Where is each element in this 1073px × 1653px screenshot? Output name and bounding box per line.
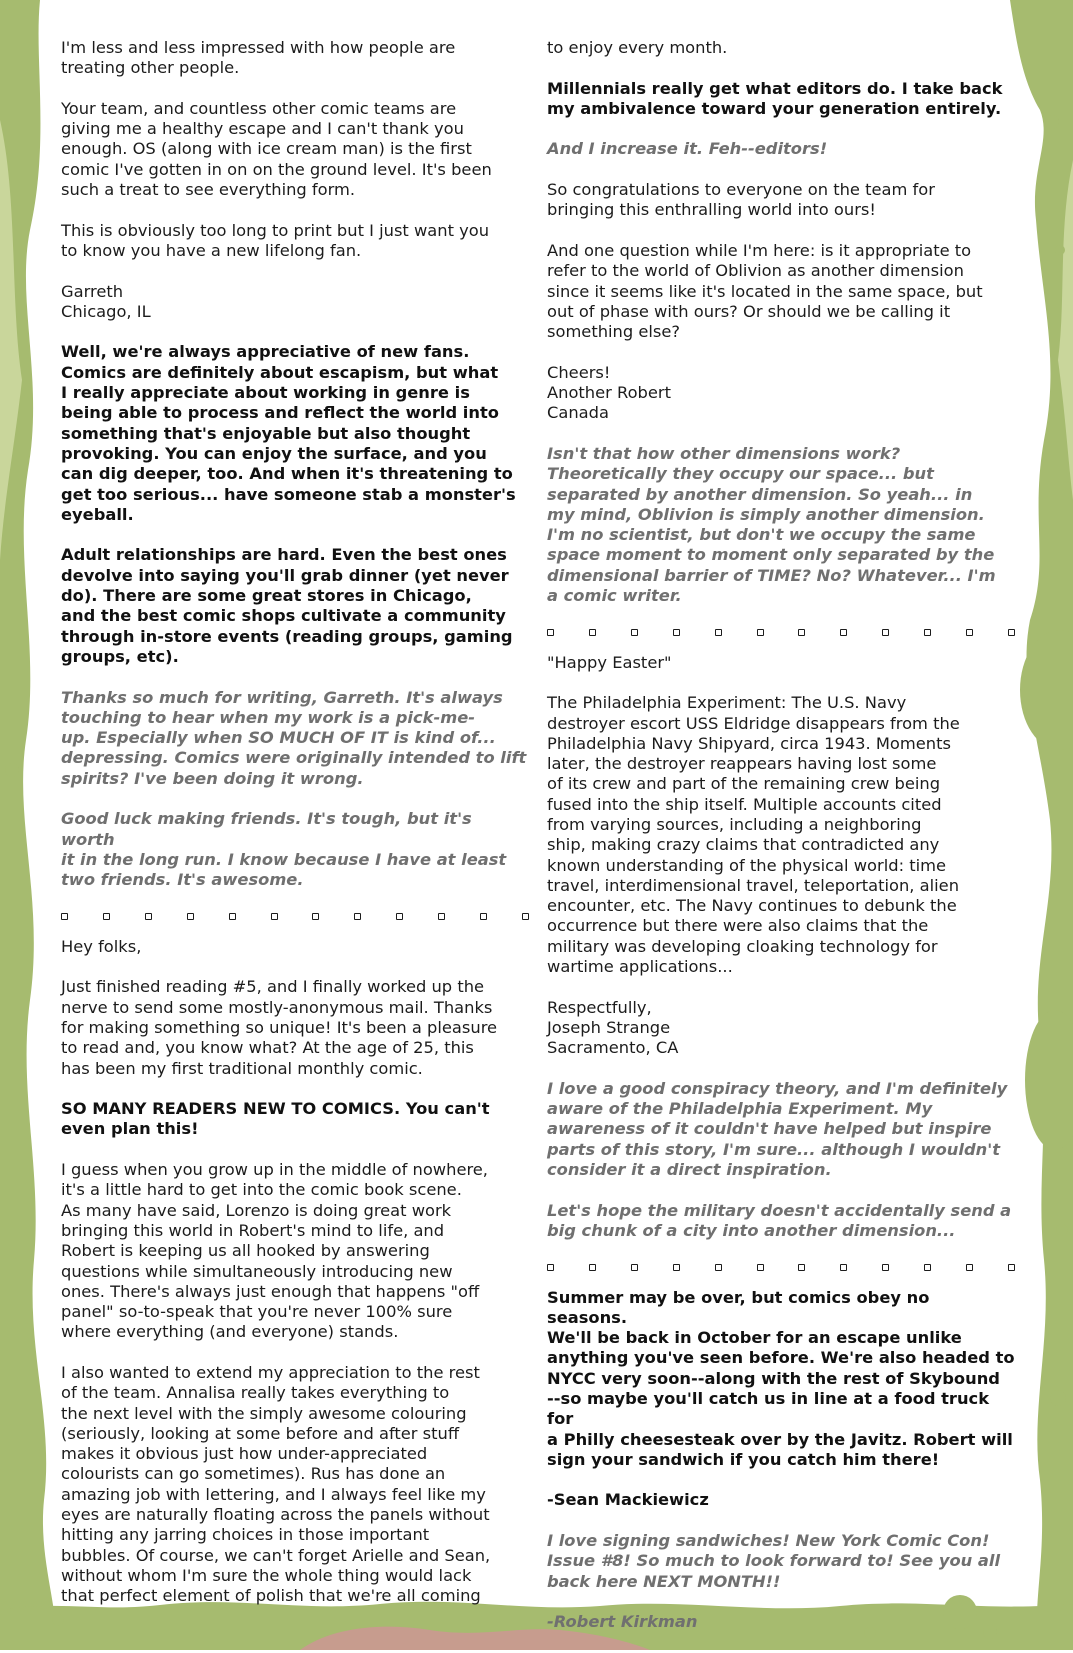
editor-reply: SO MANY READERS NEW TO COMICS. You can't even plan this!	[61, 1099, 490, 1139]
reader-letter: This is obviously too long to print but I just want you to know you have a new lifelong fan.	[61, 220, 490, 260]
writer-reply: Let's hope the military doesn't accidentally send a big chunk of a city into another dimension...	[547, 1200, 1012, 1240]
droplet	[1055, 245, 1065, 255]
divider-dot	[271, 913, 278, 920]
divider-dot	[631, 629, 638, 636]
writer-reply: Isn't that how other dimensions work? Theoretically they occupy our space... but separated by another dimension. So yeah... in my mind, Oblivion is simply another dimension. I'm no scientist, but don't we occupy the same space moment to moment only separated by the dimensional barrier of TIME? No? Whatever... I'm a comic writer.	[547, 443, 996, 606]
divider-dot	[1008, 1264, 1015, 1271]
divider-dot	[715, 1264, 722, 1271]
reader-letter: Cheers! Another Robert Canada	[547, 362, 671, 423]
reader-letter: I'm less and less impressed with how people are treating other people.	[61, 38, 456, 78]
divider-dot	[354, 913, 361, 920]
divider-dot	[187, 913, 194, 920]
divider-dot	[103, 913, 110, 920]
droplet	[1050, 1390, 1066, 1406]
divider-dot	[798, 1264, 805, 1271]
reader-letter: I also wanted to extend my appreciation to the rest of the team. Annalisa really takes everything to the next level with the simply awesome colouring (seriously, looking at some before and after stuff makes it obvious just how under-appreciated colourists can go sometimes). Rus has done an amazing job with lettering, and I always feel like my eyes are naturally floating across the panels without hitting any jarring choices in those important bubbles. Of course, we can't forget Arielle and Sean, without whom I'm sure the whole thing would lack that perfect element of polish that we're all coming	[61, 1363, 491, 1606]
reader-letter: to enjoy every month.	[547, 38, 728, 57]
letters-column-left	[61, 38, 529, 1627]
divider-dot	[715, 629, 722, 636]
divider-dot	[673, 629, 680, 636]
reader-letter: Garreth Chicago, IL	[61, 281, 151, 321]
writer-reply: -Robert Kirkman	[547, 1612, 698, 1632]
section-divider	[61, 911, 529, 923]
divider-dot	[396, 913, 403, 920]
divider-dot	[61, 913, 68, 920]
divider-dot	[547, 629, 554, 636]
writer-reply: And I increase it. Feh--editors!	[547, 139, 828, 159]
divider-dot	[882, 1264, 889, 1271]
divider-dot	[924, 629, 931, 636]
editor-reply: Millennials really get what editors do. I take back my ambivalence toward your generation entirely.	[547, 78, 1003, 118]
divider-dot	[798, 629, 805, 636]
reader-letter: Respectfully, Joseph Strange Sacramento, CA	[547, 997, 679, 1058]
divider-dot	[631, 1264, 638, 1271]
editor-reply: Well, we're always appreciative of new fans. Comics are definitely about escapism, but what I really appreciate about working in genre is being able to process and reflect the world into something that's enjoyable but also thought provoking. You can enjoy the surface, and you can dig deeper, too. And when it's threatening to get too serious... have someone stab a monster's eyeball.	[61, 342, 516, 524]
writer-reply: I love a good conspiracy theory, and I'm definitely aware of the Philadelphia Experiment. My awareness of it couldn't have helped but inspire parts of this story, I'm sure... although I wouldn't consider it a direct inspiration.	[547, 1078, 1008, 1180]
writer-reply: Thanks so much for writing, Garreth. It's always touching to hear when my work is a pick-me- up. Especially when SO MUCH OF IT is kind of... depressing. Comics were originally intended to lift spirits? I've been doing it wrong.	[61, 687, 527, 788]
writer-reply: I love signing sandwiches! New York Comic Con! Issue #8! So much to look forward to! See you all back here NEXT MONTH!!	[547, 1531, 1001, 1591]
reader-letter: So congratulations to everyone on the team for bringing this enthralling world into ours!	[547, 180, 935, 220]
divider-dot	[924, 1264, 931, 1271]
letters-column-right	[547, 38, 1015, 1653]
divider-dot	[966, 629, 973, 636]
reader-letter: Hey folks,	[61, 936, 142, 956]
reader-letter: "Happy Easter"	[547, 652, 672, 672]
divider-dot	[229, 913, 236, 920]
divider-dot	[145, 913, 152, 920]
divider-dot	[840, 629, 847, 636]
reader-letter: Your team, and countless other comic teams are giving me a healthy escape and I can't thank you enough. OS (along with ice cream man) is the first comic I've gotten in on on the ground level. It's been such a treat to see everything form.	[61, 98, 492, 200]
divider-dot	[589, 1264, 596, 1271]
right-blob-lower	[1025, 1010, 1073, 1150]
divider-dot	[480, 913, 487, 920]
reader-letter: I guess when you grow up in the middle of nowhere, it's a little hard to get into the comic book scene. As many have said, Lorenzo is doing great work bringing this world in Robert's mind to life, and Robert is keeping us all hooked by answering questions while simultaneously introducing new ones. There's always just enough that happens "off panel" so-to-speak that you're never 100% sure where everything (and everyone) stands.	[61, 1160, 488, 1342]
droplet	[5, 763, 19, 777]
divider-dot	[589, 629, 596, 636]
section-divider	[547, 627, 1015, 639]
divider-dot	[840, 1264, 847, 1271]
droplet	[1056, 1224, 1068, 1236]
divider-dot	[757, 1264, 764, 1271]
editor-reply: Adult relationships are hard. Even the best ones devolve into saying you'll grab dinner (yet never do). There are some great stores in Chicago, and the best comic shops cultivate a community through in-store events (reading groups, gaming groups, etc).	[61, 545, 513, 666]
section-divider	[547, 1262, 1015, 1274]
droplet	[1045, 115, 1059, 129]
reader-letter: Just finished reading #5, and I finally worked up the nerve to send some mostly-anonymous mail. Thanks for making something so unique! It's been a pleasure to read and, you know what? At the age of 25, this has been my first traditional monthly comic.	[61, 977, 498, 1078]
reader-letter: And one question while I'm here: is it appropriate to refer to the world of Oblivion as another dimension since it seems like it's located in the same space, but out of phase with ours? Or should we be calling it something else?	[547, 240, 983, 342]
divider-dot	[522, 913, 529, 920]
reader-letter: The Philadelphia Experiment: The U.S. Navy destroyer escort USS Eldridge disappears from the Philadelphia Navy Shipyard, circa 1943. Moments later, the destroyer reappears having lost some of its crew and part of the remaining crew being fused into the ship itself. Multiple accounts cited from varying sources, including a neighboring ship, making crazy claims that contradicted any known understanding of the physical world: time travel, interdimensional travel, teleportation, alien encounter, etc. The Navy continues to debunk the occurrence but there were also claims that the military was developing cloaking technology for wartime applications...	[547, 693, 960, 977]
editor-reply: Summer may be over, but comics obey no seasons. We'll be back in October for an escape unlike anything you've seen before. We're also headed to NYCC very soon--along with the rest of Skybound --so maybe you'll catch us in line at a food truck for a Philly cheesesteak over by the Javitz. Robert will sign your sandwich if you catch him there!	[547, 1287, 1015, 1469]
divider-dot	[673, 1264, 680, 1271]
editor-reply: -Sean Mackiewicz	[547, 1490, 709, 1510]
divider-dot	[882, 629, 889, 636]
divider-dot	[966, 1264, 973, 1271]
divider-dot	[757, 629, 764, 636]
divider-dot	[312, 913, 319, 920]
writer-reply: Good luck making friends. It's tough, but it's worth it in the long run. I know because I have at least two friends. It's awesome.	[61, 809, 507, 890]
divider-dot	[438, 913, 445, 920]
divider-dot	[547, 1264, 554, 1271]
divider-dot	[1008, 629, 1015, 636]
